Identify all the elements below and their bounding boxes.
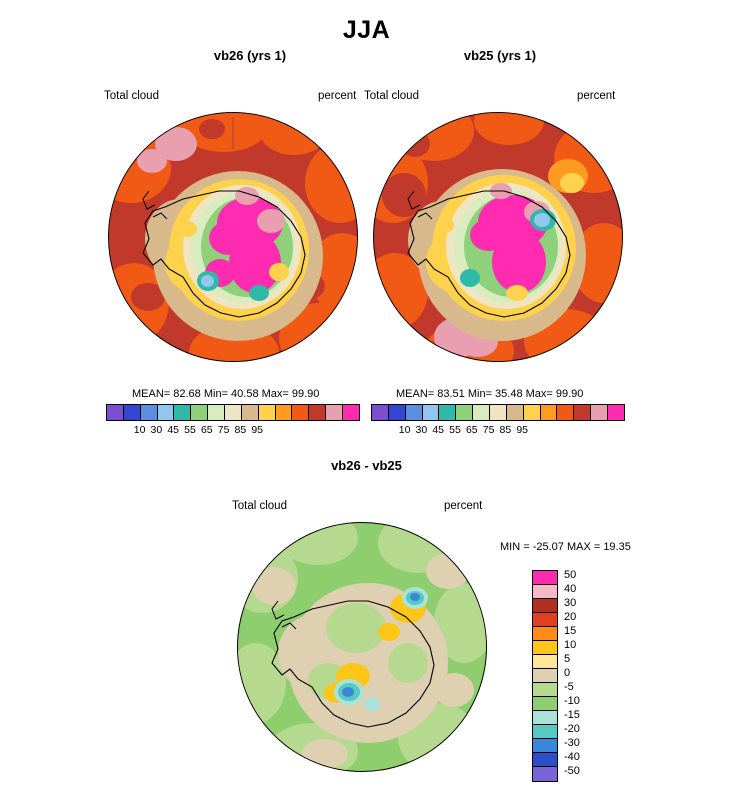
diff-legend-label: 50 — [564, 569, 577, 581]
colorbar-tick-label: 85 — [499, 424, 512, 436]
colorbar-tick-label: 10 — [398, 424, 411, 436]
vb25-stats: MEAN= 83.51 Min= 35.48 Max= 99.90 — [396, 388, 584, 400]
diff-stats: MIN = -25.07 MAX = 19.35 — [500, 541, 631, 553]
colorbar-swatch — [406, 405, 423, 420]
diff-legend-label: 0 — [564, 667, 571, 679]
coastline-vb26 — [109, 113, 357, 361]
panel-title-vb25 — [360, 48, 640, 63]
colorbar-tick-label: 55 — [184, 424, 196, 436]
colorbar-swatch — [372, 405, 389, 420]
diff-legend-label: -10 — [564, 695, 580, 707]
diff-legend-label: 10 — [564, 639, 577, 651]
diff-legend-swatch — [532, 766, 558, 782]
page-title: JJA — [342, 16, 391, 44]
colorbar-vb25 — [371, 404, 625, 421]
colorbar-swatch — [107, 405, 124, 420]
diff-legend-label: -40 — [564, 751, 580, 763]
colorbar-swatch — [292, 405, 309, 420]
colorbar-tick-label: 95 — [516, 424, 529, 436]
diff-legend-label: -30 — [564, 737, 580, 749]
panel-title-diff — [0, 458, 733, 473]
colorbar-swatch — [141, 405, 158, 420]
diff-legend-label: 20 — [564, 611, 577, 623]
colorbar-swatch — [456, 405, 473, 420]
vb26-variable-label: Total cloud — [104, 90, 159, 102]
colorbar-swatch — [557, 405, 574, 420]
colorbar-swatch — [524, 405, 541, 420]
colorbar-swatch — [225, 405, 242, 420]
colorbar-tick-label: 55 — [449, 424, 461, 436]
colorbar-tick-label: 65 — [200, 424, 213, 436]
vb26-stats: MEAN= 82.68 Min= 40.58 Max= 99.90 — [132, 388, 320, 400]
colorbar-swatch — [259, 405, 276, 420]
colorbar-swatch — [608, 405, 624, 420]
difference-legend — [532, 570, 622, 782]
colorbar-swatch — [574, 405, 591, 420]
colorbar-swatch — [208, 405, 225, 420]
coastline-vb25 — [374, 113, 622, 361]
colorbar-swatch — [490, 405, 507, 420]
colorbar-swatch — [343, 405, 359, 420]
panel-title-vb26 — [110, 48, 390, 63]
colorbar-tick-label: 30 — [150, 424, 163, 436]
colorbar-swatch — [174, 405, 191, 420]
colorbar-swatch — [158, 405, 175, 420]
colorbar-tick-label: 65 — [465, 424, 478, 436]
colorbar-swatch — [473, 405, 490, 420]
coastline-diff — [238, 523, 486, 771]
colorbar-tick-label: 45 — [432, 424, 445, 436]
colorbar-tick-label: 75 — [217, 424, 230, 436]
diff-unit-label: percent — [444, 500, 483, 512]
colorbar-swatch — [507, 405, 524, 420]
colorbar-swatch — [326, 405, 343, 420]
colorbar-swatch — [423, 405, 440, 420]
diff-variable-label: Total cloud — [232, 500, 287, 512]
colorbar-tick-label: 75 — [482, 424, 495, 436]
colorbar-vb26-ticks — [106, 424, 358, 440]
diff-legend-label: -20 — [564, 723, 580, 735]
panel-title-vb26-text: vb26 (yrs 1) — [213, 48, 287, 63]
colorbar-swatch — [591, 405, 608, 420]
colorbar-tick-label: 10 — [133, 424, 146, 436]
vb25-unit-label: percent — [577, 90, 616, 102]
colorbar-swatch — [191, 405, 208, 420]
colorbar-tick-label: 45 — [167, 424, 180, 436]
diff-legend-label: -15 — [564, 709, 580, 721]
colorbar-swatch — [439, 405, 456, 420]
colorbar-swatch — [389, 405, 406, 420]
colorbar-vb25-ticks — [371, 424, 623, 440]
colorbar-swatch — [242, 405, 259, 420]
colorbar-swatch — [309, 405, 326, 420]
diff-legend-label: 5 — [564, 653, 571, 665]
colorbar-swatch — [541, 405, 558, 420]
diff-legend-label: -50 — [564, 765, 580, 777]
diff-legend-label: 15 — [564, 625, 577, 637]
panel-title-vb25-text: vb25 (yrs 1) — [463, 48, 537, 63]
colorbar-swatch — [124, 405, 141, 420]
colorbar-swatch — [276, 405, 293, 420]
vb25-variable-label: Total cloud — [364, 90, 419, 102]
colorbar-tick-label: 95 — [251, 424, 264, 436]
vb26-unit-label: percent — [318, 90, 357, 102]
colorbar-tick-label: 30 — [415, 424, 428, 436]
diff-legend-label: 30 — [564, 597, 577, 609]
diff-legend-label: -5 — [564, 681, 574, 693]
colorbar-tick-label: 85 — [234, 424, 247, 436]
colorbar-vb26 — [106, 404, 360, 421]
panel-title-diff-text: vb26 - vb25 — [331, 458, 402, 473]
diff-legend-label: 40 — [564, 583, 577, 595]
